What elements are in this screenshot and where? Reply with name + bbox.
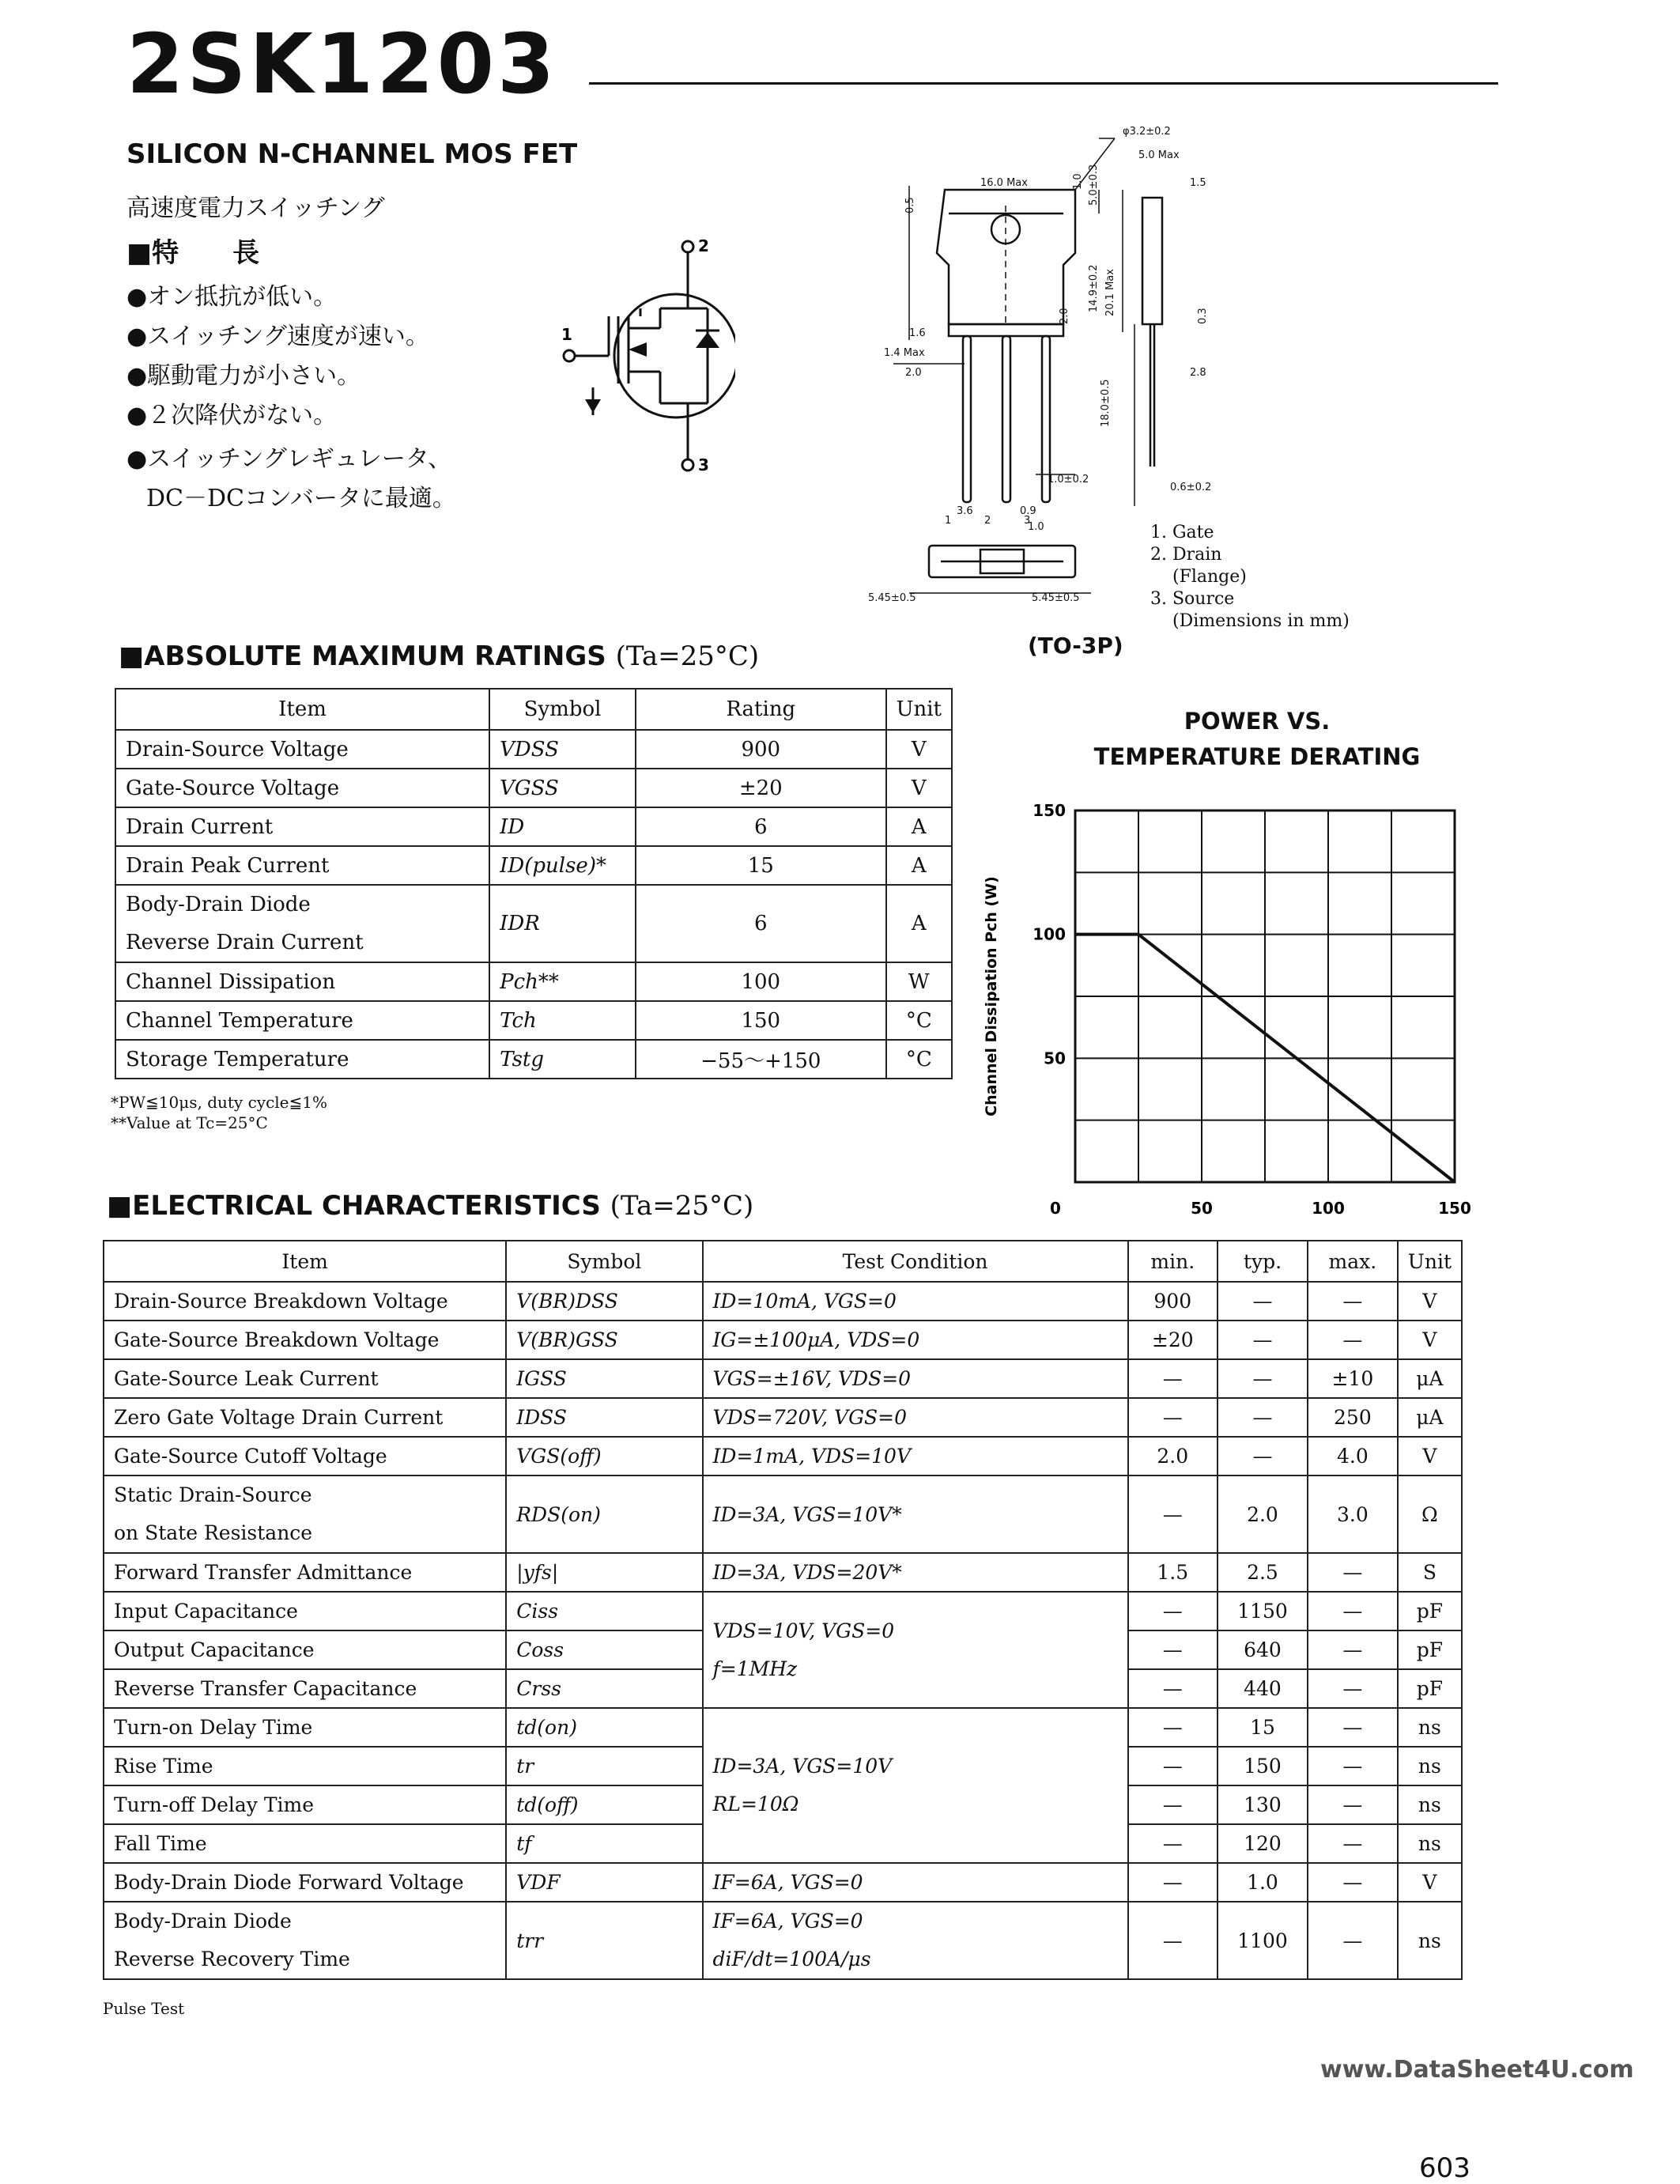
row-unit: V bbox=[1398, 1863, 1462, 1902]
row-condition: VGS=±16V, VDS=0 bbox=[703, 1359, 1128, 1398]
dim-05: 0.5 bbox=[904, 197, 916, 213]
col-unit: Unit bbox=[886, 689, 952, 730]
dim-width: 16.0 Max bbox=[980, 177, 1028, 189]
table-row bbox=[115, 962, 952, 1001]
row-min: — bbox=[1128, 1785, 1218, 1824]
row-min: 1.5 bbox=[1128, 1553, 1218, 1592]
col-typ: typ. bbox=[1218, 1241, 1308, 1282]
row-item-line1: Body-Drain Diode bbox=[114, 1910, 292, 1933]
row-item bbox=[104, 1902, 506, 1979]
row-max: — bbox=[1308, 1785, 1398, 1824]
row-condition: ID=3A, VDS=20V* bbox=[703, 1553, 1128, 1592]
row-item-line2: Reverse Drain Current bbox=[126, 931, 364, 954]
row-typ: 15 bbox=[1218, 1708, 1308, 1747]
row-max: — bbox=[1308, 1747, 1398, 1785]
row-rating: 900 bbox=[636, 730, 886, 769]
row-unit: ns bbox=[1398, 1785, 1462, 1824]
row-max: — bbox=[1308, 1863, 1398, 1902]
row-typ: — bbox=[1218, 1321, 1308, 1359]
dim-pitch-left: 5.45±0.5 bbox=[868, 592, 916, 604]
row-min: — bbox=[1128, 1630, 1218, 1669]
channel-arrow bbox=[629, 342, 647, 357]
row-unit: Ω bbox=[1398, 1476, 1462, 1553]
row-symbol: td(on) bbox=[506, 1708, 702, 1747]
row-symbol: IDR bbox=[489, 885, 636, 962]
capacitance-condition bbox=[703, 1592, 1128, 1708]
row-max: — bbox=[1308, 1902, 1398, 1979]
dim-03: 0.3 bbox=[1197, 308, 1209, 324]
row-unit: S bbox=[1398, 1553, 1462, 1592]
row-max: ±10 bbox=[1308, 1359, 1398, 1398]
row-unit: μA bbox=[1398, 1398, 1462, 1437]
row-symbol: VDSS bbox=[489, 730, 636, 769]
device-subtitle: SILICON N-CHANNEL MOS FET bbox=[126, 138, 578, 170]
zener-diode-icon bbox=[585, 399, 601, 413]
row-rating: 6 bbox=[636, 885, 886, 962]
col-min: min. bbox=[1128, 1241, 1218, 1282]
row-symbol: Tstg bbox=[489, 1040, 636, 1079]
body-diode-arrow bbox=[696, 332, 719, 348]
row-unit: V bbox=[1398, 1321, 1462, 1359]
part-number-title: 2SK1203 bbox=[126, 16, 558, 112]
row-unit: ns bbox=[1398, 1824, 1462, 1863]
table-row bbox=[115, 769, 952, 807]
row-item-line1: Static Drain-Source bbox=[114, 1483, 312, 1506]
row-typ: 2.0 bbox=[1218, 1476, 1308, 1553]
row-item: Input Capacitance bbox=[104, 1592, 506, 1630]
table-header-row bbox=[115, 689, 952, 730]
row-unit: pF bbox=[1398, 1592, 1462, 1630]
row-symbol: IGSS bbox=[506, 1359, 702, 1398]
row-typ: 640 bbox=[1218, 1630, 1308, 1669]
table-row bbox=[104, 1902, 1462, 1979]
dim-36: 3.6 bbox=[957, 505, 973, 517]
dim-hole: φ3.2±0.2 bbox=[1123, 126, 1171, 138]
row-item: Gate-Source Cutoff Voltage bbox=[104, 1437, 506, 1476]
row-item: Drain Current bbox=[115, 807, 489, 846]
dim-15: 1.5 bbox=[1190, 177, 1206, 189]
row-unit: V bbox=[1398, 1437, 1462, 1476]
row-item: Storage Temperature bbox=[115, 1040, 489, 1079]
row-min: — bbox=[1128, 1824, 1218, 1863]
dim-thick: 5.0 Max bbox=[1138, 149, 1180, 161]
jp-description: 高速度電力スイッチング bbox=[126, 195, 385, 222]
table-row bbox=[115, 807, 952, 846]
lead-2 bbox=[1002, 336, 1010, 502]
row-symbol: |yfs| bbox=[506, 1553, 702, 1592]
row-typ: — bbox=[1218, 1282, 1308, 1321]
row-item bbox=[104, 1476, 506, 1553]
row-unit: °C bbox=[886, 1001, 952, 1040]
row-symbol: VGS(off) bbox=[506, 1437, 702, 1476]
row-symbol: Coss bbox=[506, 1630, 702, 1669]
row-min: ±20 bbox=[1128, 1321, 1218, 1359]
table-row bbox=[104, 1708, 1462, 1747]
dim-50: 5.0±0.3 bbox=[1088, 164, 1100, 206]
x-tick-label: 0 bbox=[1050, 1199, 1061, 1218]
pkg-legend bbox=[1150, 522, 1350, 633]
pkg-legend-drain: 2. Drain bbox=[1150, 545, 1222, 565]
feature-item: ●２次降伏がない。 bbox=[126, 402, 338, 429]
col-condition: Test Condition bbox=[703, 1241, 1128, 1282]
row-symbol: Pch** bbox=[489, 962, 636, 1001]
title-rule bbox=[589, 82, 1498, 85]
elec-table bbox=[103, 1240, 1463, 1980]
row-symbol: ID(pulse)* bbox=[489, 846, 636, 885]
row-item: Forward Transfer Admittance bbox=[104, 1553, 506, 1592]
elec-heading-text: ■ELECTRICAL CHARACTERISTICS bbox=[107, 1190, 601, 1222]
features-heading: ■特 長 bbox=[126, 237, 260, 269]
row-item: Channel Temperature bbox=[115, 1001, 489, 1040]
feature-item: DC－DCコンバータに最適。 bbox=[146, 485, 456, 512]
row-item: Channel Dissipation bbox=[115, 962, 489, 1001]
row-min: — bbox=[1128, 1359, 1218, 1398]
dim-lead-len: 18.0±0.5 bbox=[1100, 379, 1112, 427]
sw-cond-line2: RL=10Ω bbox=[712, 1793, 799, 1816]
table-row bbox=[104, 1863, 1462, 1902]
col-rating: Rating bbox=[636, 689, 886, 730]
row-item: Reverse Transfer Capacitance bbox=[104, 1669, 506, 1708]
abs-max-note-2: **Value at Tc=25°C bbox=[111, 1113, 268, 1132]
row-item: Rise Time bbox=[104, 1747, 506, 1785]
col-item: Item bbox=[115, 689, 489, 730]
symbol-outline bbox=[614, 294, 735, 418]
row-typ: 1100 bbox=[1218, 1902, 1308, 1979]
dim-14: 1.4 Max bbox=[884, 347, 925, 359]
cap-cond-line2: f=1MHz bbox=[712, 1657, 798, 1680]
pkg-pin-1: 1 bbox=[945, 515, 952, 527]
row-max: — bbox=[1308, 1669, 1398, 1708]
watermark: www.DataSheet4U.com bbox=[1320, 2056, 1634, 2084]
row-unit: μA bbox=[1398, 1359, 1462, 1398]
dim-09: 0.9 bbox=[1020, 505, 1036, 517]
x-tick-label: 100 bbox=[1312, 1199, 1345, 1218]
row-item: Gate-Source Breakdown Voltage bbox=[104, 1321, 506, 1359]
row-symbol: VGSS bbox=[489, 769, 636, 807]
row-item: Gate-Source Voltage bbox=[115, 769, 489, 807]
row-item: Drain Peak Current bbox=[115, 846, 489, 885]
source-pin-label: 3 bbox=[698, 455, 709, 474]
row-item: Drain-Source Breakdown Voltage bbox=[104, 1282, 506, 1321]
row-symbol: V(BR)DSS bbox=[506, 1282, 702, 1321]
mosfet-symbol bbox=[553, 229, 735, 474]
table-row bbox=[104, 1359, 1462, 1398]
gate-terminal bbox=[564, 350, 575, 361]
row-rating: −55～+150 bbox=[636, 1040, 886, 1079]
dim-16: 1.6 bbox=[909, 327, 926, 339]
row-rating: 100 bbox=[636, 962, 886, 1001]
table-row bbox=[115, 846, 952, 885]
row-min: — bbox=[1128, 1592, 1218, 1630]
dim-10: 1.0 bbox=[1072, 173, 1084, 190]
abs-max-heading-text: ■ABSOLUTE MAXIMUM RATINGS bbox=[119, 640, 606, 672]
row-typ: 1150 bbox=[1218, 1592, 1308, 1630]
elec-heading bbox=[107, 1190, 753, 1222]
row-item: Gate-Source Leak Current bbox=[104, 1359, 506, 1398]
drain-terminal bbox=[682, 241, 693, 252]
row-unit: V bbox=[886, 730, 952, 769]
row-symbol: ID bbox=[489, 807, 636, 846]
row-item: Drain-Source Voltage bbox=[115, 730, 489, 769]
row-unit: ns bbox=[1398, 1708, 1462, 1747]
row-condition: ID=10mA, VGS=0 bbox=[703, 1282, 1128, 1321]
row-max: — bbox=[1308, 1592, 1398, 1630]
row-rating: ±20 bbox=[636, 769, 886, 807]
row-symbol: IDSS bbox=[506, 1398, 702, 1437]
col-item: Item bbox=[104, 1241, 506, 1282]
table-row bbox=[115, 1040, 952, 1079]
cap-cond-line1: VDS=10V, VGS=0 bbox=[712, 1619, 895, 1642]
dim-10b: 1.0 bbox=[1028, 521, 1044, 533]
y-tick-label: 150 bbox=[1033, 801, 1066, 820]
feature-item: ●スイッチングレギュレータ、 bbox=[126, 445, 452, 473]
row-symbol: Ciss bbox=[506, 1592, 702, 1630]
table-row bbox=[115, 730, 952, 769]
row-unit: A bbox=[886, 885, 952, 962]
table-header-row bbox=[104, 1241, 1462, 1282]
row-item: Turn-on Delay Time bbox=[104, 1708, 506, 1747]
feature-item: ●スイッチング速度が速い。 bbox=[126, 323, 429, 350]
row-typ: 1.0 bbox=[1218, 1863, 1308, 1902]
row-min: — bbox=[1128, 1669, 1218, 1708]
row-symbol: tf bbox=[506, 1824, 702, 1863]
row-min: — bbox=[1128, 1863, 1218, 1902]
row-max: — bbox=[1308, 1282, 1398, 1321]
dim-lead-w: 1.0±0.2 bbox=[1048, 474, 1089, 486]
table-row bbox=[104, 1476, 1462, 1553]
row-unit: A bbox=[886, 846, 952, 885]
row-max: 3.0 bbox=[1308, 1476, 1398, 1553]
table-row bbox=[104, 1553, 1462, 1592]
row-typ: 2.5 bbox=[1218, 1553, 1308, 1592]
col-symbol: Symbol bbox=[506, 1241, 702, 1282]
trr-cond-line1: IF=6A, VGS=0 bbox=[712, 1910, 863, 1933]
table-row bbox=[115, 885, 952, 962]
table-row bbox=[104, 1398, 1462, 1437]
row-unit: V bbox=[886, 769, 952, 807]
package-body-side bbox=[1142, 198, 1162, 324]
chart-title: POWER VS. bbox=[1184, 708, 1331, 735]
pkg-legend-gate: 1. Gate bbox=[1150, 523, 1214, 542]
feature-item: ●オン抵抗が低い。 bbox=[126, 283, 338, 311]
chart-grid bbox=[1075, 810, 1455, 1182]
row-item: Fall Time bbox=[104, 1824, 506, 1863]
row-symbol: V(BR)GSS bbox=[506, 1321, 702, 1359]
row-unit: pF bbox=[1398, 1669, 1462, 1708]
chart-subtitle: TEMPERATURE DERATING bbox=[1093, 743, 1421, 770]
pkg-legend-flange: (Flange) bbox=[1172, 567, 1247, 587]
row-max: — bbox=[1308, 1630, 1398, 1669]
lead-1 bbox=[963, 336, 971, 502]
derating-chart bbox=[980, 791, 1494, 1234]
page-number: 603 bbox=[1419, 2152, 1470, 2184]
row-max: 250 bbox=[1308, 1398, 1398, 1437]
dim-28: 2.8 bbox=[1190, 367, 1206, 379]
pkg-pin-2: 2 bbox=[984, 515, 991, 527]
package-name: (TO-3P) bbox=[1028, 633, 1123, 659]
chart-ylabel: Channel Dissipation Pch (W) bbox=[983, 876, 1000, 1117]
row-max: — bbox=[1308, 1553, 1398, 1592]
row-rating: 6 bbox=[636, 807, 886, 846]
abs-max-note-1: *PW≦10μs, duty cycle≦1% bbox=[111, 1093, 327, 1112]
row-typ: 130 bbox=[1218, 1785, 1308, 1824]
row-item: Zero Gate Voltage Drain Current bbox=[104, 1398, 506, 1437]
row-item-line1: Body-Drain Diode bbox=[126, 893, 311, 916]
elec-condition: (Ta=25°C) bbox=[610, 1190, 754, 1222]
row-condition: IG=±100μA, VDS=0 bbox=[703, 1321, 1128, 1359]
row-min: 2.0 bbox=[1128, 1437, 1218, 1476]
row-min: — bbox=[1128, 1476, 1218, 1553]
dim-20: 2.0 bbox=[1059, 308, 1070, 324]
col-symbol: Symbol bbox=[489, 689, 636, 730]
row-typ: — bbox=[1218, 1398, 1308, 1437]
pkg-legend-source: 3. Source bbox=[1150, 589, 1235, 609]
drain-pin-label: 2 bbox=[698, 236, 709, 255]
row-unit: pF bbox=[1398, 1630, 1462, 1669]
row-item bbox=[115, 885, 489, 962]
row-condition: VDS=720V, VGS=0 bbox=[703, 1398, 1128, 1437]
abs-max-heading bbox=[119, 640, 759, 672]
pkg-legend-units: (Dimensions in mm) bbox=[1172, 611, 1350, 631]
dim-lead-t: 0.6±0.2 bbox=[1170, 482, 1212, 493]
row-typ: — bbox=[1218, 1359, 1308, 1398]
trr-cond-line2: diF/dt=100A/μs bbox=[712, 1948, 871, 1971]
row-unit: W bbox=[886, 962, 952, 1001]
table-row bbox=[104, 1437, 1462, 1476]
row-symbol: Tch bbox=[489, 1001, 636, 1040]
row-rating: 150 bbox=[636, 1001, 886, 1040]
gate-pin-label: 1 bbox=[561, 325, 572, 344]
row-item-line2: Reverse Recovery Time bbox=[114, 1948, 350, 1971]
abs-max-condition: (Ta=25°C) bbox=[615, 640, 760, 672]
row-max: 4.0 bbox=[1308, 1437, 1398, 1476]
row-typ: 440 bbox=[1218, 1669, 1308, 1708]
abs-max-table bbox=[115, 688, 953, 1079]
row-symbol: td(off) bbox=[506, 1785, 702, 1824]
row-condition: ID=3A, VGS=10V* bbox=[703, 1476, 1128, 1553]
feature-item: ●駆動電力が小さい。 bbox=[126, 362, 361, 390]
row-typ: 120 bbox=[1218, 1824, 1308, 1863]
row-max: — bbox=[1308, 1824, 1398, 1863]
table-row bbox=[104, 1282, 1462, 1321]
x-tick-label: 50 bbox=[1191, 1199, 1213, 1218]
dim-total-h: 20.1 Max bbox=[1104, 269, 1116, 316]
y-tick-label: 50 bbox=[1044, 1049, 1066, 1068]
row-min: 900 bbox=[1128, 1282, 1218, 1321]
x-tick-label: 150 bbox=[1438, 1199, 1471, 1218]
row-condition: ID=1mA, VDS=10V bbox=[703, 1437, 1128, 1476]
row-min: — bbox=[1128, 1902, 1218, 1979]
row-item: Turn-off Delay Time bbox=[104, 1785, 506, 1824]
row-typ: 150 bbox=[1218, 1747, 1308, 1785]
row-typ: — bbox=[1218, 1437, 1308, 1476]
table-row bbox=[104, 1592, 1462, 1630]
row-unit: ns bbox=[1398, 1902, 1462, 1979]
pulse-test-note: Pulse Test bbox=[103, 1999, 185, 2018]
row-condition: IF=6A, VGS=0 bbox=[703, 1863, 1128, 1902]
dim-body-h: 14.9±0.2 bbox=[1088, 264, 1100, 312]
row-max: — bbox=[1308, 1321, 1398, 1359]
row-symbol: RDS(on) bbox=[506, 1476, 702, 1553]
row-symbol: trr bbox=[506, 1902, 702, 1979]
sw-cond-line1: ID=3A, VGS=10V bbox=[712, 1755, 893, 1778]
col-max: max. bbox=[1308, 1241, 1398, 1282]
row-item-line2: on State Resistance bbox=[114, 1521, 313, 1544]
row-unit: V bbox=[1398, 1282, 1462, 1321]
col-unit: Unit bbox=[1398, 1241, 1462, 1282]
row-min: — bbox=[1128, 1398, 1218, 1437]
row-unit: °C bbox=[886, 1040, 952, 1079]
row-symbol: tr bbox=[506, 1747, 702, 1785]
row-symbol: Crss bbox=[506, 1669, 702, 1708]
row-rating: 15 bbox=[636, 846, 886, 885]
y-tick-label: 100 bbox=[1033, 924, 1066, 944]
pkg-pin-3: 3 bbox=[1024, 515, 1031, 527]
row-min: — bbox=[1128, 1708, 1218, 1747]
table-row bbox=[104, 1321, 1462, 1359]
table-row bbox=[115, 1001, 952, 1040]
source-terminal bbox=[682, 459, 693, 470]
row-min: — bbox=[1128, 1747, 1218, 1785]
row-symbol: VDF bbox=[506, 1863, 702, 1902]
row-unit: A bbox=[886, 807, 952, 846]
switching-condition bbox=[703, 1708, 1128, 1863]
row-condition bbox=[703, 1902, 1128, 1979]
dim-20b: 2.0 bbox=[905, 367, 922, 379]
row-item: Output Capacitance bbox=[104, 1630, 506, 1669]
row-item: Body-Drain Diode Forward Voltage bbox=[104, 1863, 506, 1902]
row-unit: ns bbox=[1398, 1747, 1462, 1785]
row-max: — bbox=[1308, 1708, 1398, 1747]
dim-pitch-right: 5.45±0.5 bbox=[1032, 592, 1080, 604]
